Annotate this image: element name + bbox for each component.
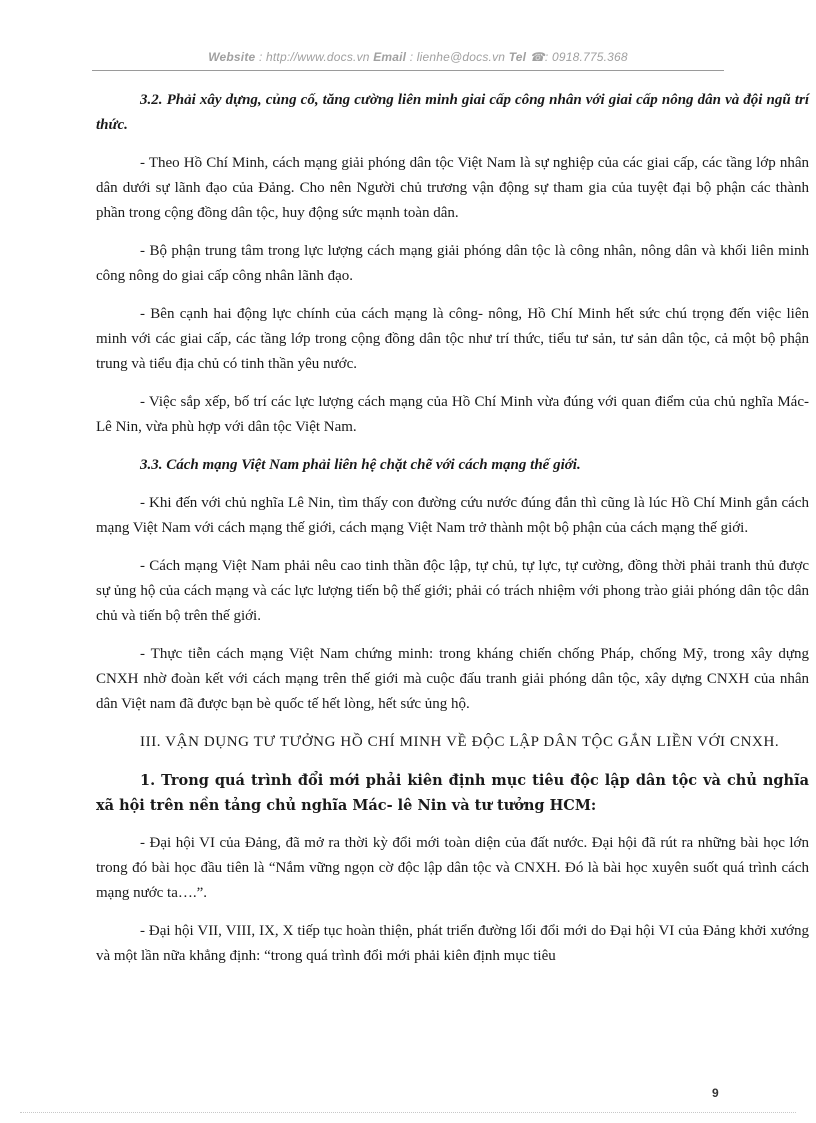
footer-divider (20, 1112, 796, 1113)
subsection-heading-1: 1. Trong quá trình đổi mới phải kiên định mục tiêu độc lập dân tộc và chủ nghĩa xã hội trên nền tảng chủ nghĩa Mác- lê Nin và tư tưởng HCM: (96, 772, 809, 814)
tel-value: : 0918.775.368 (544, 50, 628, 64)
website-label: Website (208, 50, 256, 64)
section-heading-iii: III. VẬN DỤNG TƯ TƯỞNG HỒ CHÍ MINH VỀ ĐỘC LẬP DÂN TỘC GẮN LIỀN VỚI CNXH. (140, 734, 780, 750)
page-header (112, 50, 724, 64)
email-value[interactable]: : lienhe@docs.vn (406, 50, 509, 64)
section-heading-3-3: 3.3. Cách mạng Việt Nam phải liên hệ chặt chẽ với cách mạng thế giới. (140, 457, 581, 473)
paragraph-1: - Theo Hồ Chí Minh, cách mạng giải phóng dân tộc Việt Nam là sự nghiệp của các giai cấp, các tầng lớp nhân dân dưới sự lãnh đạo của Đảng. Cho nên Người chủ trương vận động sự tham gia của tuyệt đại bộ phận các thành phần trong cộng đồng dân tộc, huy động sức mạnh toàn dân. (96, 155, 809, 221)
paragraph-4: - Việc sắp xếp, bố trí các lực lượng cách mạng của Hồ Chí Minh vừa đúng với quan điểm của chủ nghĩa Mác- Lê Nin, vừa phù hợp với dân tộc Việt Nam. (96, 394, 809, 435)
section-heading-3-2: 3.2. Phải xây dựng, củng cố, tăng cường liên minh giai cấp công nhân với giai cấp nông dân và đội ngũ trí thức. (96, 92, 809, 133)
page-number: 9 (712, 1086, 719, 1100)
paragraph-3: - Bên cạnh hai động lực chính của cách mạng là công- nông, Hồ Chí Minh hết sức chú trọng đến việc liên minh với các giai cấp, các tầng lớp trong cộng đồng dân tộc như trí thức, tiểu tư sản, tư sản dân tộc, cả một bộ phận trung và tiểu địa chủ có tinh thần yêu nước. (96, 306, 809, 372)
paragraph-5: - Khi đến với chủ nghĩa Lê Nin, tìm thấy con đường cứu nước đúng đắn thì cũng là lúc Hồ Chí Minh gắn cách mạng Việt Nam với cách mạng thế giới, cách mạng Việt Nam trở thành một bộ phận của cách mạng thế giới. (96, 495, 809, 536)
paragraph-2: - Bộ phận trung tâm trong lực lượng cách mạng giải phóng dân tộc là công nhân, nông dân và khối liên minh công nông do giai cấp công nhân lãnh đạo. (96, 243, 809, 284)
paragraph-8: - Đại hội VI của Đảng, đã mở ra thời kỳ đổi mới toàn diện của đất nước. Đại hội đã rút ra những bài học lớn trong đó bài học đầu tiên là “Nắm vững ngọn cờ độc lập dân tộc và CNXH. Đó là bài học xuyên suốt quá trình cách mạng nước ta….”. (96, 835, 809, 901)
phone-icon: ☎ (529, 50, 545, 64)
email-label: Email (373, 50, 407, 64)
paragraph-7: - Thực tiễn cách mạng Việt Nam chứng minh: trong kháng chiến chống Pháp, chống Mỹ, trong xây dựng CNXH nhờ đoàn kết với cách mạng trên thế giới mà cuộc đấu tranh giải phóng dân tộc, xây dựng CNXH của nhân dân Việt nam đã được bạn bè quốc tế hết lòng, hết sức ủng hộ. (96, 646, 809, 712)
header-divider (92, 70, 724, 71)
document-body (96, 88, 809, 969)
paragraph-6: - Cách mạng Việt Nam phải nêu cao tinh thần độc lập, tự chủ, tự lực, tự cường, đồng thời phải tranh thủ được sự ủng hộ của cách mạng và các lực lượng tiến bộ thế giới; phải có trách nhiệm với phong trào giải phóng dân tộc dân chủ và tiến bộ trên thế giới. (96, 558, 809, 624)
paragraph-9: - Đại hội VII, VIII, IX, X tiếp tục hoàn thiện, phát triển đường lối đổi mới do Đại hội VI của Đảng khởi xướng và một lần nữa khẳng định: “trong quá trình đổi mới phải kiên định mục tiêu (96, 923, 809, 964)
website-value[interactable]: : http://www.docs.vn (255, 50, 374, 64)
tel-label: Tel (508, 50, 527, 64)
